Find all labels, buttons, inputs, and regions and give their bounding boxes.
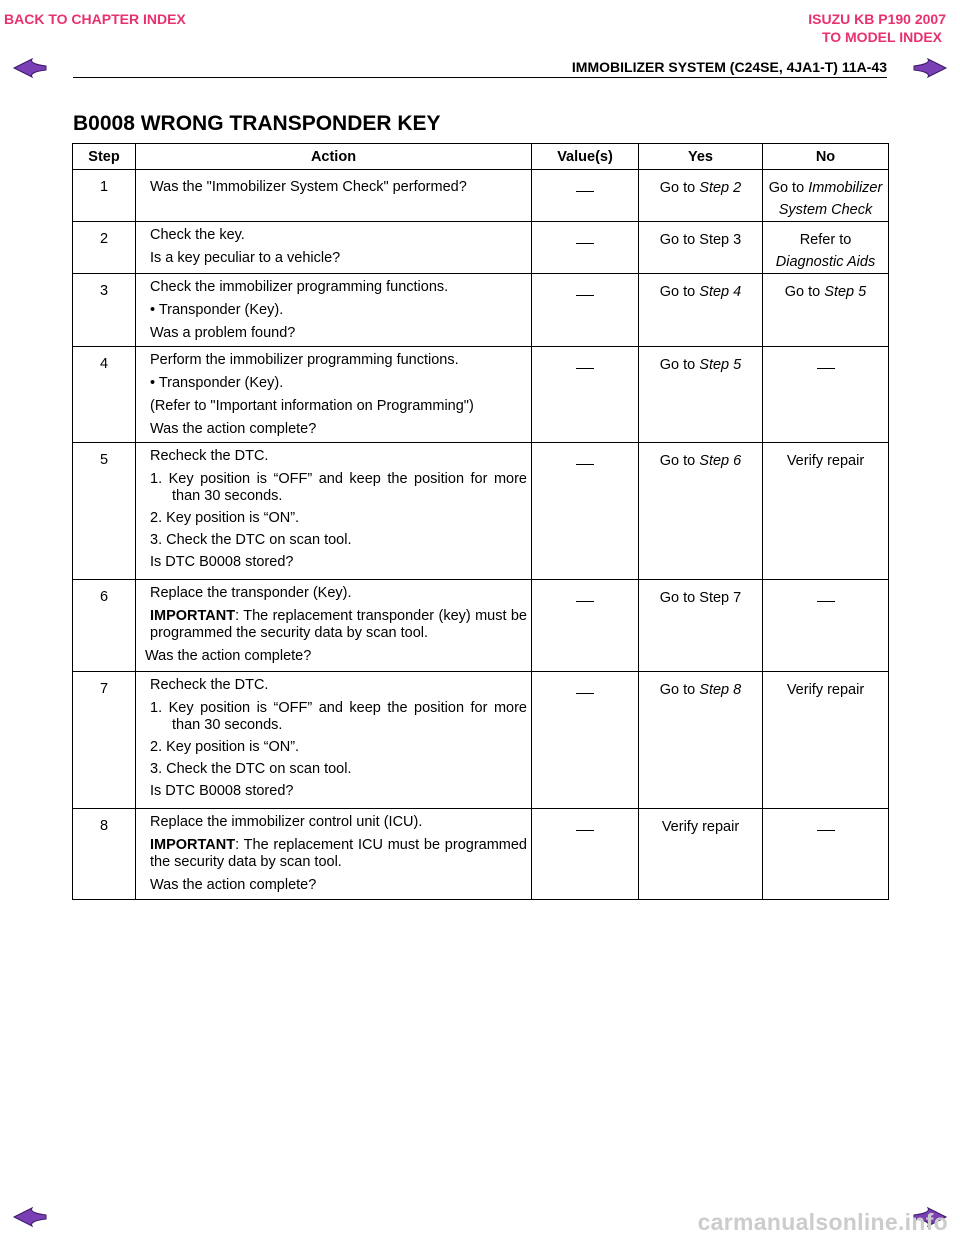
value-cell	[532, 347, 639, 443]
header-yes: Yes	[639, 144, 763, 170]
dash-mark	[576, 693, 594, 694]
step-cell: 2	[73, 222, 136, 274]
yes-cell: Go to Step 6	[639, 443, 763, 580]
table-row	[73, 347, 889, 443]
no-cell: Verify repair	[763, 672, 889, 809]
no-cell: Go to Immobilizer System Check	[763, 170, 889, 222]
action-cell: Replace the transponder (Key). IMPORTANT: The replacement transponder (key) must be programmed the security data by scan tool. Was the action complete?	[136, 580, 532, 672]
table-row	[73, 809, 889, 900]
table-row	[73, 672, 889, 809]
no-cell: Go to Step 5	[763, 274, 889, 347]
yes-cell: Go to Step 4	[639, 274, 763, 347]
next-page-arrow-icon[interactable]	[912, 57, 948, 79]
step-cell: 8	[73, 809, 136, 900]
section-header: IMMOBILIZER SYSTEM (C24SE, 4JA1-T) 11A-43	[571, 59, 887, 75]
table-row	[73, 222, 889, 274]
step-cell: 4	[73, 347, 136, 443]
step-cell: 6	[73, 580, 136, 672]
yes-cell: Go to Step 2	[639, 170, 763, 222]
no-cell: Refer to Diagnostic Aids	[763, 222, 889, 274]
action-cell: Check the immobilizer programming functions. • Transponder (Key). Was a problem found?	[136, 274, 532, 347]
dash-mark	[576, 464, 594, 465]
dash-mark	[576, 295, 594, 296]
dash-mark	[817, 830, 835, 831]
action-cell: Perform the immobilizer programming functions. • Transponder (Key). (Refer to "Important information on Programming") Was the action complete?	[136, 347, 532, 443]
value-cell	[532, 443, 639, 580]
model-title-link[interactable]: ISUZU KB P190 2007	[808, 11, 946, 27]
dash-mark	[576, 243, 594, 244]
action-cell: Recheck the DTC. 1. Key position is “OFF” and keep the position for more than 30 seconds. 2. Key position is “ON”. 3. Check the DTC on scan tool. Is DTC B0008 stored?	[136, 672, 532, 809]
table-row	[73, 170, 889, 222]
action-cell: Was the "Immobilizer System Check" performed?	[136, 170, 532, 222]
value-cell	[532, 274, 639, 347]
action-cell: Replace the immobilizer control unit (ICU). IMPORTANT: The replacement ICU must be programmed the security data by scan tool. Was the action complete?	[136, 809, 532, 900]
step-cell: 5	[73, 443, 136, 580]
dash-mark	[576, 601, 594, 602]
no-cell	[763, 580, 889, 672]
no-cell	[763, 809, 889, 900]
header-no: No	[763, 144, 889, 170]
value-cell	[532, 580, 639, 672]
table-row	[73, 274, 889, 347]
page-title: B0008 WRONG TRANSPONDER KEY	[73, 112, 441, 135]
step-cell: 1	[73, 170, 136, 222]
action-cell: Check the key. Is a key peculiar to a vehicle?	[136, 222, 532, 274]
diagnostic-table	[72, 143, 889, 900]
dash-mark	[576, 191, 594, 192]
yes-cell: Go to Step 5	[639, 347, 763, 443]
table-header-row	[73, 144, 889, 170]
header-action: Action	[136, 144, 532, 170]
yes-cell: Go to Step 3	[639, 222, 763, 274]
value-cell	[532, 672, 639, 809]
value-cell	[532, 222, 639, 274]
table-row	[73, 443, 889, 580]
prev-page-arrow-icon[interactable]	[12, 57, 48, 79]
header-step: Step	[73, 144, 136, 170]
dash-mark	[817, 601, 835, 602]
back-to-chapter-index-link[interactable]: BACK TO CHAPTER INDEX	[4, 11, 186, 27]
table-row	[73, 580, 889, 672]
dash-mark	[576, 830, 594, 831]
to-model-index-link[interactable]: TO MODEL INDEX	[821, 29, 942, 45]
prev-page-arrow-icon[interactable]	[12, 1206, 48, 1228]
yes-cell: Go to Step 8	[639, 672, 763, 809]
watermark: carmanualsonline.info	[697, 1209, 948, 1235]
no-cell	[763, 347, 889, 443]
header-divider	[73, 77, 887, 78]
step-cell: 7	[73, 672, 136, 809]
dash-mark	[576, 368, 594, 369]
value-cell	[532, 809, 639, 900]
no-cell: Verify repair	[763, 443, 889, 580]
dash-mark	[817, 368, 835, 369]
action-cell: Recheck the DTC. 1. Key position is “OFF” and keep the position for more than 30 seconds. 2. Key position is “ON”. 3. Check the DTC on scan tool. Is DTC B0008 stored?	[136, 443, 532, 580]
step-cell: 3	[73, 274, 136, 347]
yes-cell: Go to Step 7	[639, 580, 763, 672]
yes-cell: Verify repair	[639, 809, 763, 900]
value-cell	[532, 170, 639, 222]
header-values: Value(s)	[532, 144, 639, 170]
